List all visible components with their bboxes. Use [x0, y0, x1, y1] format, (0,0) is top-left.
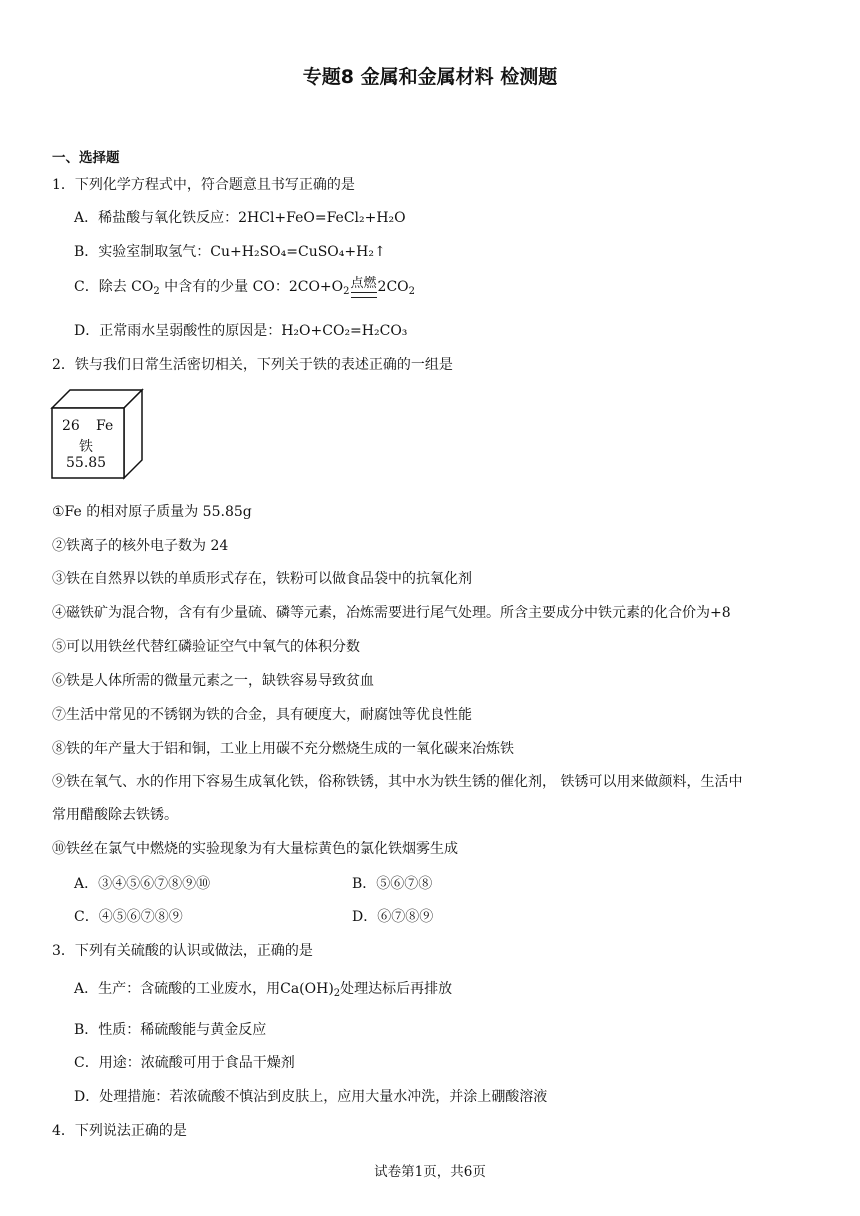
q2-statement: ④磁铁矿为混合物，含有有少量硫、磷等元素，冶炼需要进行尾气处理。所含主要成分中铁元素的化合价为+8	[52, 605, 731, 621]
q2-statement: ⑩铁丝在氯气中燃烧的实验现象为有大量棕黄色的氯化铁烟雾生成	[52, 841, 458, 857]
q1-stem: 1．下列化学方程式中，符合题意且书写正确的是	[52, 177, 355, 193]
condition-label: 点燃	[350, 276, 377, 291]
section-heading: 一、选择题	[52, 150, 120, 166]
q2-stem: 2．铁与我们日常生活密切相关，下列关于铁的表述正确的一组是	[52, 357, 453, 373]
q2-statement: ⑤可以用铁丝代替红磷验证空气中氧气的体积分数	[52, 639, 360, 655]
element-symbol: Fe	[96, 418, 114, 434]
q2-statement: ⑨铁在氧气、水的作用下容易生成氧化铁，俗称铁锈，其中水为铁生锈的催化剂， 铁锈可以用来做颜料，生活中	[52, 774, 743, 790]
q1-option-b: B．实验室制取氢气：Cu+H₂SO₄=CuSO₄+H₂↑	[74, 244, 386, 260]
q3-option-a-prefix: A．生产：含硫酸的工业废水，用	[74, 981, 281, 997]
q2-statement: ⑧铁的年产量大于铝和铜，工业上用碳不充分燃烧生成的一氧化碳来冶炼铁	[52, 741, 514, 757]
subscript: 2	[408, 286, 416, 297]
chem-formula: Ca(OH)	[280, 981, 334, 997]
q3-option-d: D．处理措施：若浓硫酸不慎沾到皮肤上，应用大量水冲洗，并涂上硼酸溶液	[74, 1089, 548, 1105]
subscript: 2	[343, 286, 350, 297]
q2-option-c: C．④⑤⑥⑦⑧⑨	[74, 909, 183, 925]
q1-option-c	[74, 276, 415, 298]
q1-option-c-mid: 中含有的少量 CO：2CO+O	[159, 279, 344, 295]
q2-statement: ①Fe 的相对原子质量为 55.85g	[52, 504, 252, 520]
q3-option-c: C．用途：浓硫酸可用于食品干燥剂	[74, 1055, 295, 1071]
q3-stem: 3．下列有关硫酸的认识或做法，正确的是	[52, 943, 313, 959]
q2-statement: ②铁离子的核外电子数为 24	[52, 538, 229, 554]
q1-option-d: D．正常雨水呈弱酸性的原因是：H₂O+CO₂=H₂CO₃	[74, 323, 408, 339]
element-number: 26	[62, 418, 80, 434]
q2-statement: ⑦生活中常见的不锈钢为铁的合金，具有硬度大，耐腐蚀等优良性能	[52, 707, 472, 723]
q1-option-c-suffix: 2CO	[377, 279, 409, 295]
reaction-condition	[350, 277, 378, 298]
q1-option-a: A．稀盐酸与氧化铁反应：2HCl+FeO=FeCl₂+H₂O	[74, 210, 406, 226]
page-title: 专题8 金属和金属材料 检测题	[302, 66, 558, 88]
q4-stem: 4．下列说法正确的是	[52, 1123, 187, 1139]
page-footer: 试卷第1页，共6页	[374, 1164, 486, 1180]
q2-option-b: B．⑤⑥⑦⑧	[352, 876, 433, 892]
element-cell	[50, 388, 146, 484]
q2-option-d: D．⑥⑦⑧⑨	[352, 909, 434, 925]
q2-statement: ③铁在自然界以铁的单质形式存在，铁粉可以做食品袋中的抗氧化剂	[52, 571, 472, 587]
q2-statement: ⑥铁是人体所需的微量元素之一，缺铁容易导致贫血	[52, 673, 374, 689]
element-name: 铁	[79, 439, 93, 455]
q2-statement: 常用醋酸除去铁锈。	[52, 807, 178, 823]
element-mass: 55.85	[66, 455, 107, 471]
q2-option-a: A．③④⑤⑥⑦⑧⑨⑩	[74, 876, 211, 892]
q3-option-b: B．性质：稀硫酸能与黄金反应	[74, 1022, 267, 1038]
q1-option-c-prefix: C．除去 CO	[74, 279, 154, 295]
q3-option-a	[74, 978, 452, 998]
q3-option-a-suffix: 处理达标后再排放	[340, 981, 453, 997]
subscript: 2	[333, 988, 341, 999]
double-line	[351, 292, 377, 298]
subscript: 2	[153, 286, 160, 297]
